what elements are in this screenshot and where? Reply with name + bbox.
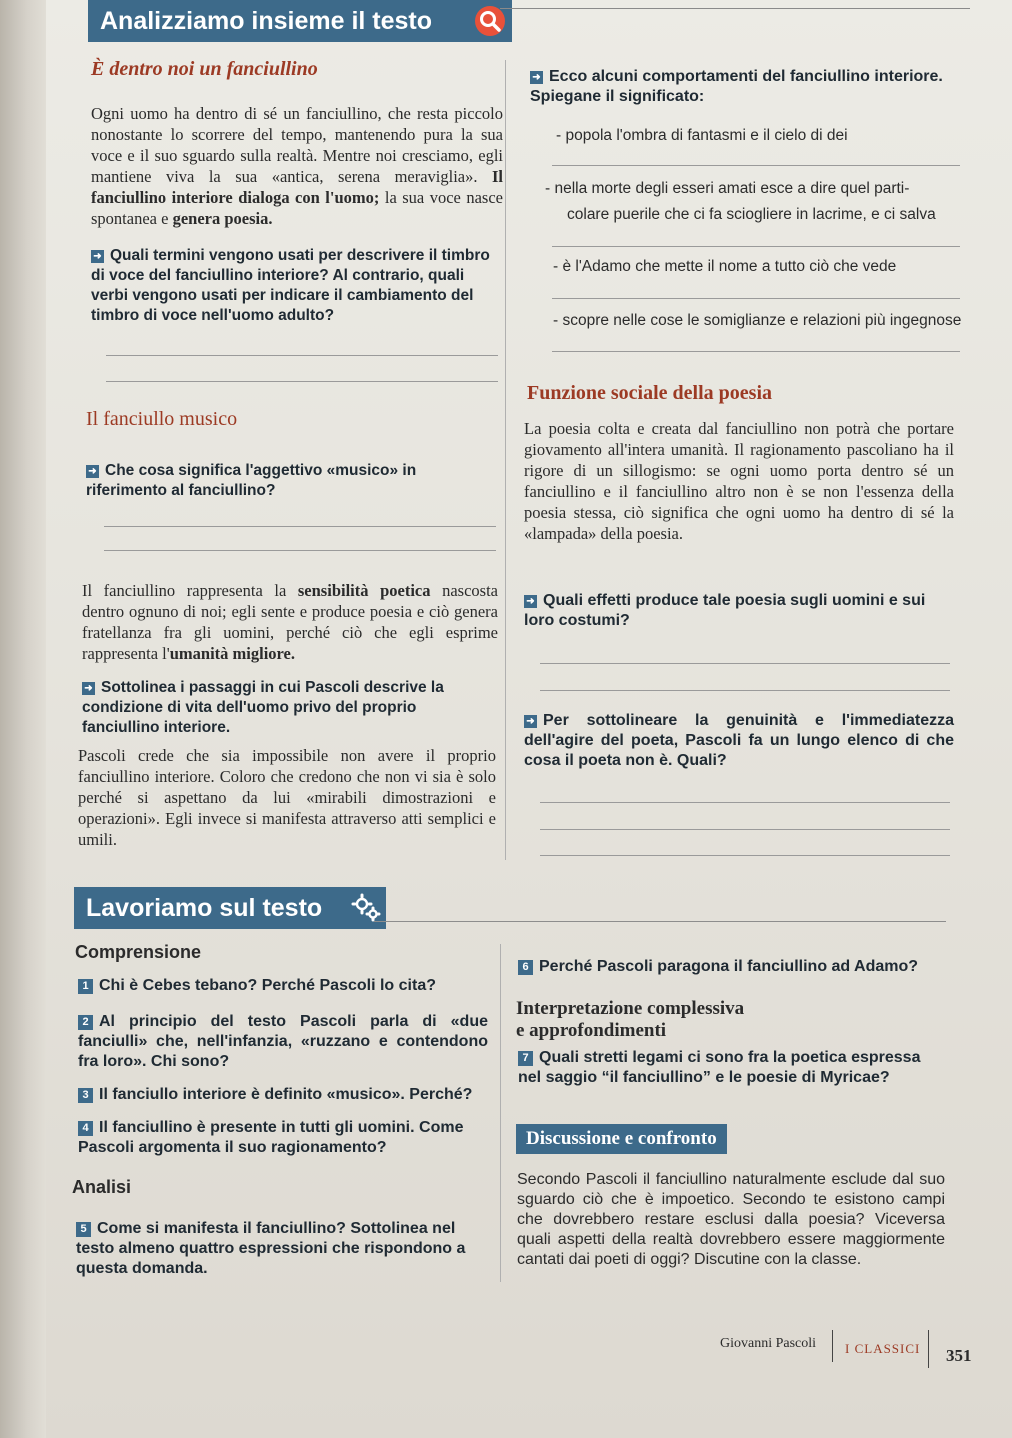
answer-line[interactable] bbox=[104, 526, 496, 527]
answer-line[interactable] bbox=[106, 381, 498, 382]
paragraph-bold-2: genera poesia. bbox=[172, 209, 273, 228]
exercise-text: Chi è Cebes tebano? Perché Pascoli lo cita? bbox=[99, 977, 436, 994]
behaviour-item: - scopre nelle cose le somiglianze e relazioni più ingegnose bbox=[553, 312, 962, 329]
answer-line[interactable] bbox=[540, 663, 950, 664]
arrow-icon: ➜ bbox=[86, 465, 99, 478]
paragraph-bold: Il fanciullino interiore dialoga con l'uomo; bbox=[91, 167, 503, 207]
question-sottolinea bbox=[82, 678, 496, 738]
paragraph-bold-2: umanità migliore. bbox=[169, 644, 296, 663]
answer-line[interactable] bbox=[552, 246, 960, 247]
discussione-header: Discussione e confronto bbox=[516, 1124, 727, 1154]
exercise-6 bbox=[518, 957, 948, 977]
question-text: Quali effetti produce tale poesia sugli uomini e sui loro costumi? bbox=[524, 592, 926, 629]
comprensione-title: Comprensione bbox=[75, 942, 202, 962]
section-title-fanciullino: È dentro noi un fanciullino bbox=[91, 58, 318, 80]
arrow-icon: ➜ bbox=[524, 715, 537, 728]
footer-series: I CLASSICI bbox=[845, 1341, 921, 1356]
answer-line[interactable] bbox=[552, 351, 960, 352]
exercise-3 bbox=[78, 1085, 498, 1105]
exercise-text: Il fanciullino è presente in tutti gli uomini. Come Pascoli argomenta il suo ragionamento? bbox=[78, 1119, 464, 1156]
footer-divider-2 bbox=[928, 1330, 929, 1368]
exercise-number: 5 bbox=[76, 1222, 91, 1237]
exercise-number: 2 bbox=[78, 1015, 93, 1030]
section-title-musico: Il fanciullo musico bbox=[86, 408, 238, 430]
arrow-icon: ➜ bbox=[82, 682, 95, 695]
question-musico bbox=[86, 461, 498, 501]
question-elenco bbox=[524, 711, 954, 771]
header-title: Analizziamo insieme il testo bbox=[100, 7, 433, 35]
exercise-number: 4 bbox=[78, 1121, 93, 1136]
behaviour-item: - è l'Adamo che mette il nome a tutto ciò che vede bbox=[553, 258, 897, 275]
exercise-number: 7 bbox=[518, 1051, 533, 1066]
question-text: Per sottolineare la genuinità e l'immediatezza dell'agire del poeta, Pascoli fa un lungo elenco di che cosa il poeta non è. Quali? bbox=[524, 712, 954, 769]
page-number: 351 bbox=[946, 1346, 972, 1365]
section-title-funzione: Funzione sociale della poesia bbox=[527, 382, 772, 404]
paragraph-funzione: La poesia colta e creata dal fanciullino non potrà che portare giovamento all'intera umanità. Il ragionamento pascoliano ha il rigore di un sillogismo: se ogni uomo porta dentro sé un fanciullino e il fanciullino altro non è se non l'essenza della poesia stessa, ciò significa che ogni uomo ha dentro di sé la «lampada» della poesia. bbox=[524, 419, 954, 543]
header-rule bbox=[500, 8, 970, 9]
section-header-analizziamo bbox=[88, 0, 512, 42]
interpretazione-line-1: Interpretazione complessiva bbox=[516, 998, 745, 1019]
answer-line[interactable] bbox=[552, 298, 960, 299]
question-text: Ecco alcuni comportamenti del fanciullino interiore. Spiegane il significato: bbox=[530, 68, 943, 105]
question-effetti bbox=[524, 591, 954, 631]
question-text: Che cosa significa l'aggettivo «musico» in riferimento al fanciullino? bbox=[86, 462, 417, 499]
exercise-number: 1 bbox=[78, 979, 93, 994]
analisi-title: Analisi bbox=[72, 1177, 132, 1197]
behaviour-item: colare puerile che ci fa sciogliere in lacrime, e ci salva bbox=[567, 206, 936, 223]
exercise-text: Al principio del testo Pascoli parla di «due fanciulli» che, nell'infanzia, «ruzzano e contendono fra loro». Chi sono? bbox=[78, 1013, 488, 1070]
answer-line[interactable] bbox=[540, 690, 950, 691]
question-text: Quali termini vengono usati per descrivere il timbro di voce del fanciullino interiore? Al contrario, quali verbi vengono usati per indicare il cambiamento del timbro di voce nell'uomo adulto? bbox=[91, 247, 490, 324]
exercise-7 bbox=[518, 1048, 948, 1088]
lavoriamo-title: Lavoriamo sul testo bbox=[86, 894, 323, 922]
exercise-number: 6 bbox=[518, 960, 533, 975]
exercise-number: 3 bbox=[78, 1088, 93, 1103]
column-divider-2 bbox=[500, 944, 501, 1282]
question-text: Sottolinea i passaggi in cui Pascoli descrive la condizione di vita dell'uomo privo del proprio fanciullino interiore. bbox=[82, 679, 444, 736]
behaviour-item: - popola l'ombra di fantasmi e il cielo di dei bbox=[556, 127, 848, 144]
footer-author: Giovanni Pascoli bbox=[720, 1336, 817, 1351]
question-timbro bbox=[91, 246, 501, 326]
paragraph-text-2: la sua voce nasce spontanea e bbox=[91, 188, 503, 228]
footer-divider bbox=[832, 1330, 833, 1362]
paragraph-impossibile: Pascoli crede che sia impossibile non avere il proprio fanciullino interiore. Coloro che credono che non vi sia è solo perché si aspettano da lui «mirabili dimostrazioni e operazioni». Egli invece si manifesta attraverso atti semplici e umili. bbox=[78, 746, 496, 849]
discussione-text: Secondo Pascoli il fanciullino naturalmente esclude dal suo sguardo ciò che è impoetico. Secondo te esistono campi che dovrebbero restare esclusi dalla poesia? Viceversa quali aspetti della realtà dovrebbero essere maggiormente cantati dai poeti di oggi? Discutine con la classe. bbox=[517, 1171, 945, 1268]
answer-line[interactable] bbox=[540, 829, 950, 830]
answer-line[interactable] bbox=[104, 550, 496, 551]
arrow-icon: ➜ bbox=[91, 250, 104, 263]
interpretazione-title bbox=[516, 998, 744, 1042]
section-header-lavoriamo bbox=[74, 887, 386, 929]
lavoriamo-rule bbox=[374, 921, 946, 922]
paragraph-text-2: nascosta dentro ognuno di noi; egli sente e produce poesia e ciò genera fratellanza fra gli uomini, perché ciò che egli esprime rappresenta l' bbox=[82, 581, 498, 663]
column-divider bbox=[505, 60, 506, 860]
magnifier-icon bbox=[474, 5, 506, 37]
interpretazione-line-2: e approfondimenti bbox=[516, 1020, 667, 1041]
paragraph-sensibilita bbox=[82, 580, 498, 664]
answer-line[interactable] bbox=[552, 165, 960, 166]
exercise-1 bbox=[78, 976, 498, 996]
answer-line[interactable] bbox=[540, 802, 950, 803]
exercise-text: Come si manifesta il fanciullino? Sottolinea nel testo almeno quattro espressioni che rispondono a questa domanda. bbox=[76, 1220, 466, 1277]
exercise-text: Il fanciullo interiore è definito «musico». Perché? bbox=[99, 1086, 473, 1103]
gears-icon bbox=[350, 892, 382, 924]
paragraph-text: Ogni uomo ha dentro di sé un fanciullino, che resta piccolo nonostante lo scorrere del tempo, mantenendo pura la sua voce e il suo sguardo sulla realtà. Mentre noi cresciamo, egli mantiene viva la sua «antica, serena meraviglia». bbox=[91, 104, 503, 186]
behaviour-item: - nella morte degli esseri amati esce a dire quel parti- bbox=[545, 180, 910, 197]
exercise-4 bbox=[78, 1118, 490, 1158]
exercise-5 bbox=[76, 1219, 490, 1279]
arrow-icon: ➜ bbox=[530, 71, 543, 84]
arrow-icon: ➜ bbox=[524, 595, 537, 608]
answer-line[interactable] bbox=[540, 855, 950, 856]
exercise-text: Quali stretti legami ci sono fra la poetica espressa nel saggio “il fanciullino” e le poesie di Myricae? bbox=[518, 1049, 921, 1086]
paragraph-bold: sensibilità poetica bbox=[297, 581, 431, 600]
page-binding-shadow bbox=[0, 0, 46, 1438]
paragraph-fanciullino bbox=[91, 103, 503, 229]
answer-line[interactable] bbox=[106, 355, 498, 356]
question-comportamenti bbox=[530, 67, 968, 107]
paragraph-text: Il fanciullino rappresenta la bbox=[82, 581, 287, 600]
exercise-2 bbox=[78, 1012, 488, 1072]
exercise-text: Perché Pascoli paragona il fanciullino ad Adamo? bbox=[539, 958, 919, 975]
